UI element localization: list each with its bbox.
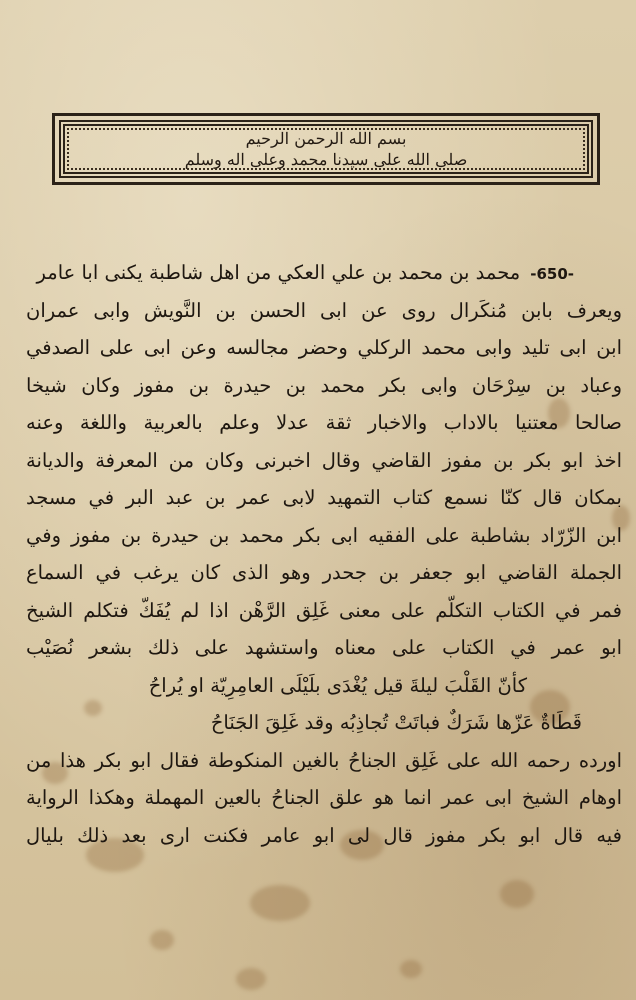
text-line: ابن الزّرّاد بشاطبة على الفقيه ابى بكر محمد بن حيدرة بن مفوز وفي	[26, 523, 622, 547]
paper-stain	[150, 930, 174, 950]
text-line: صالحا معتنيا بالاداب والاخبار ثقة عدلا وعلم بالعربية واللغة وعنه	[26, 411, 622, 434]
text-line: الجملة القاضي ابو جعفر بن جحدر وهو الذى كان يرغب في السماع	[26, 561, 622, 584]
text-line: فيه قال ابو بكر مفوز قال لى ابو عامر فكنت ارى بعد ذلك بليال	[26, 823, 622, 847]
paper-stain	[236, 968, 266, 990]
basmala-line: بسم الله الرحمن الرحيم	[245, 129, 407, 148]
text-line: ابن ابى تليد وابى محمد الركلي وحضر مجالسه وعن ابى على الصدفي	[26, 336, 622, 359]
text-line: اورده رحمه الله على غَلِق الجناحُ بالغين المنكوطة فقال ابو بكر هذا من	[26, 748, 622, 772]
text-line: اخذ ابو بكر بن مفوز القاضي وقال اخبرنى وكان من المعرفة والديانة	[26, 448, 622, 472]
text-line: بمكان قال كنّا نسمع كتاب التمهيد لابى عمر بن عبد البر في مسجد	[26, 486, 622, 509]
text-line: وعباد بن سِرْحَان وابى بكر محمد بن حيدرة بن مفوز وكان شيخا	[26, 373, 622, 397]
text-line: اوهام الشيخ ابى عمر انما هو علق الجناحُ بالعين المهملة وهكذا الرواية	[26, 786, 622, 809]
paper-stain	[400, 960, 422, 978]
text-line: فمر في الكتاب التكلّم على معنى غَلِق الرَّهْن اذا لم يُفَكّ فتكلم الشيخ	[26, 598, 622, 622]
paper-stain	[500, 880, 534, 908]
verse-line: قَطَاةٌ عَزّها شَرَكٌ فباتَتْ تُجاذِبُه وقد غَلِقَ الجَنَاحُ	[210, 711, 582, 734]
entry-text	[26, 254, 622, 854]
ornamental-header-box	[52, 113, 600, 185]
entry-number: -650-	[530, 265, 574, 283]
salutation-line: صلى الله على سيدنا محمد وعلى اله وسلم	[184, 150, 468, 169]
text-line	[26, 254, 622, 292]
verse-line: كأنّ القَلْبَ ليلةَ قيل يُغْدَى بلَيْلَى العامِرِيّة او يُراحُ	[148, 673, 527, 697]
text-line-content: محمد بن محمد بن علي العكي من اهل شاطبة يكنى ابا عامر	[36, 261, 521, 284]
text-line: ابو عمر في الكتاب على معناه واستشهد على ذلك بشعر نُصَيْب	[26, 636, 622, 659]
text-line: ويعرف بابن مُنكَرال روى عن ابى الحسن بن النَّويش وابى عمران	[26, 298, 622, 322]
paper-stain	[250, 885, 310, 921]
header-box-inner	[59, 120, 593, 178]
